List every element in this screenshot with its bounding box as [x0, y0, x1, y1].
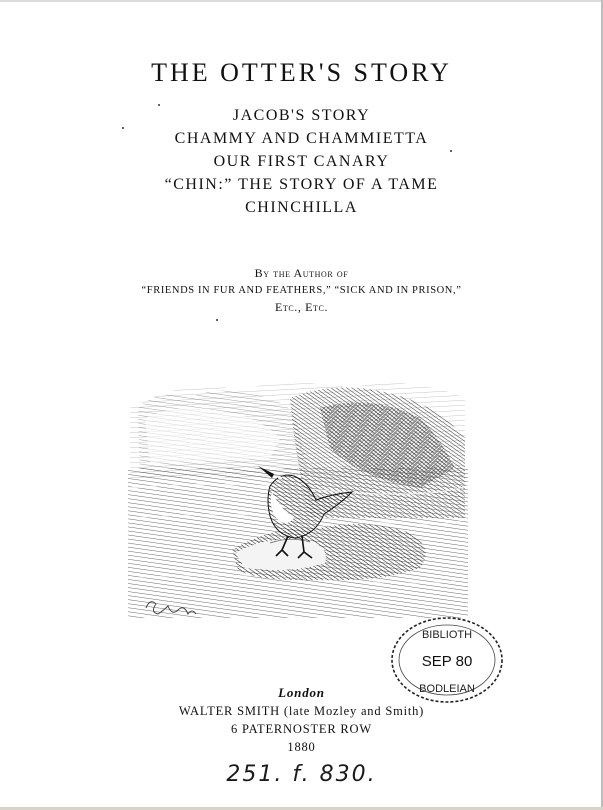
subtitle-3: OUR FIRST CANARY [213, 153, 390, 170]
handwritten-shelfmark: 251. f. 830. [226, 762, 377, 787]
print-speck [158, 104, 160, 106]
imprint-address: 6 PATERNOSTER ROW [231, 722, 372, 736]
subtitle-5: CHINCHILLA [245, 199, 358, 216]
book-title: THE OTTER'S STORY [151, 58, 452, 87]
author-byline [0, 265, 603, 316]
print-speck [216, 319, 218, 321]
page-border-top [0, 0, 603, 2]
imprint-year: 1880 [287, 740, 316, 754]
stamp-top-text: BIBLIOTH [421, 629, 473, 641]
contents-list [0, 104, 603, 219]
stamp-bottom-text: BODLEIAN [419, 683, 475, 695]
subtitle-2: CHAMMY AND CHAMMIETTA [174, 130, 429, 147]
imprint-city: London [278, 685, 325, 700]
byline-line-2: “FRIENDS IN FUR AND FEATHERS,” “SICK AND IN PRISON,” [141, 285, 462, 296]
byline-line-1: By the Author of [254, 266, 349, 280]
imprint-publisher: WALTER SMITH (late Mozley and Smith) [178, 704, 425, 718]
byline-line-3: Etc., Etc. [274, 300, 329, 314]
subtitle-1: JACOB'S STORY [232, 107, 371, 124]
dipper-bird-engraving [120, 368, 475, 630]
subtitle-4: “CHIN:” THE STORY OF A TAME [164, 176, 439, 193]
print-speck [122, 127, 124, 129]
stamp-date: SEP 80 [421, 653, 473, 670]
print-speck [450, 150, 452, 152]
publisher-imprint [0, 684, 603, 756]
